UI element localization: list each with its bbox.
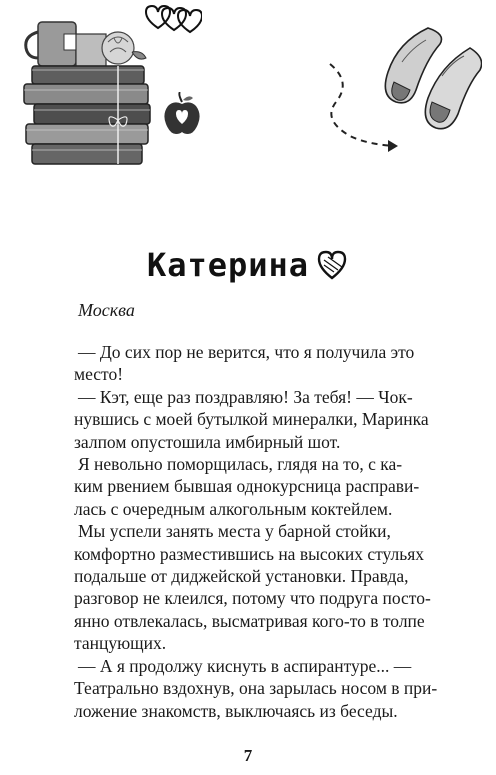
body-text: [74, 341, 452, 722]
text-line: комфортно разместившись на высоких стульях: [74, 543, 425, 564]
text-line: лась с очередным алкогольным коктейлем.: [74, 498, 393, 519]
text-line: подальше от диджейской установки. Правда,: [74, 566, 409, 587]
text-line: — Кэт, еще раз поздравляю! За тебя! — Чок-: [78, 386, 413, 407]
apple-heart-icon: [164, 92, 200, 136]
text-line: Театрально вздохнув, она зарылась носом в при-: [74, 678, 438, 699]
shoes-illustration: [372, 22, 482, 134]
title-heart-icon: [315, 250, 349, 280]
text-line: разговор не клеился, потому что подруга посто-: [74, 588, 431, 609]
text-line: Мы успели занять места у барной стойки,: [78, 521, 391, 542]
location-label: Москва: [78, 300, 135, 320]
chapter-title-text: Катерина: [146, 246, 310, 284]
text-line: залпом опустошила имбирный шот.: [74, 431, 341, 452]
text-line: ким рвением бывшая однокурсница расправи-: [74, 476, 420, 497]
text-line: янно отвлекалась, высматривая кого-то в толпе: [74, 610, 425, 631]
hearts-doodle-icon: [140, 2, 202, 36]
chapter-title: [0, 246, 496, 296]
text-line: ложение знакомств, выключаясь из беседы.: [74, 700, 398, 721]
page-number: 7: [243, 746, 253, 765]
text-line: нувшись с моей бутылкой минералки, Маринка: [74, 409, 429, 430]
text-line: танцующих.: [74, 633, 167, 654]
text-line: — А я продолжу киснуть в аспирантуре... —: [78, 655, 412, 676]
text-line: — До сих пор не верится, что я получила это: [78, 342, 415, 362]
text-line: место!: [74, 364, 124, 385]
text-line: Я невольно поморщилась, глядя на то, с ка-: [78, 454, 403, 475]
